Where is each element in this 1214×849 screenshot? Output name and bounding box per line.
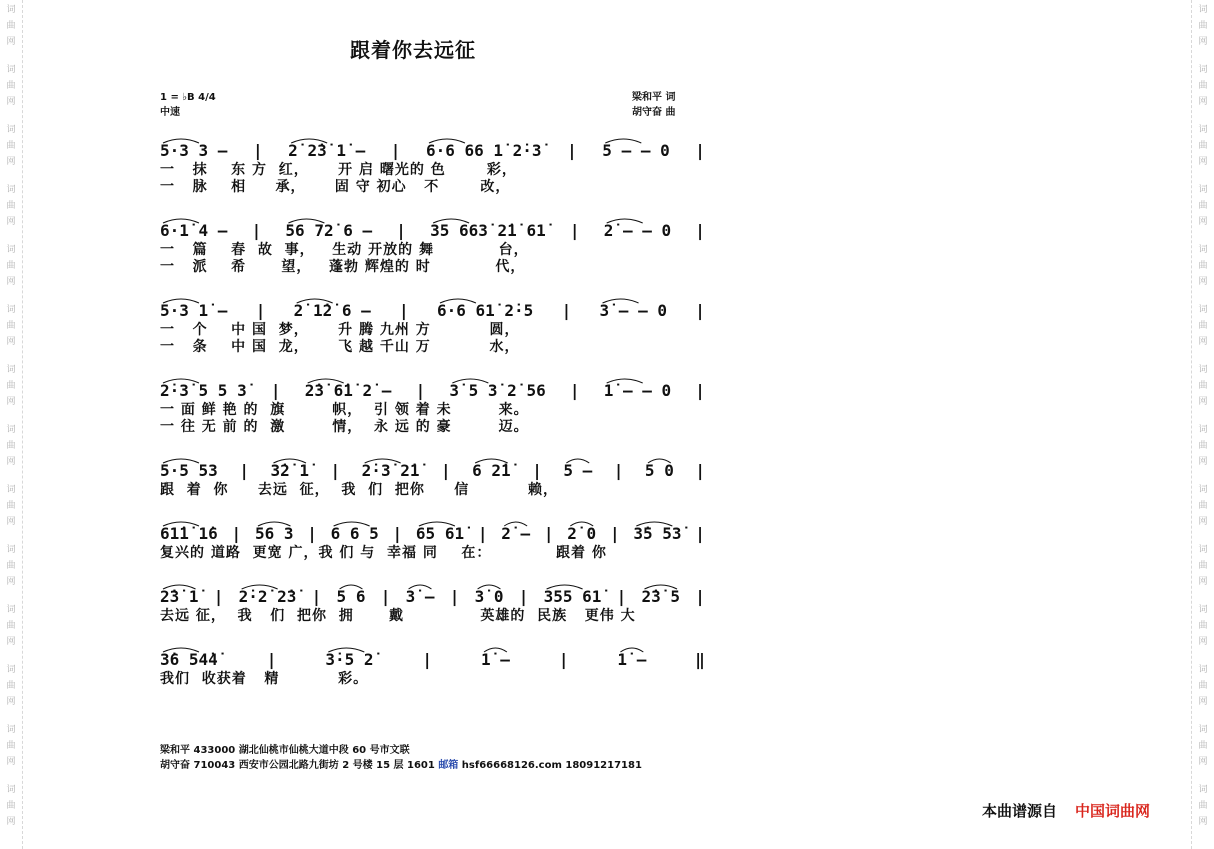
mail-label: 邮箱 [438,760,459,771]
note-group: 2̇ — [501,524,531,543]
watermark-char: 曲 [1198,621,1208,631]
watermark-char: 词 [6,785,16,795]
watermark-char: 词 [6,185,16,195]
watermark-group [1198,0,1207,60]
barline: | [380,587,391,606]
lyric-line: 一 篇 春 故 事， 生动 开放的 舞 台， [160,242,529,258]
watermark-group [1198,780,1207,840]
watermark-group [1198,480,1207,540]
watermark-char: 网 [1198,577,1208,587]
watermark-char: 词 [1198,425,1208,435]
watermark-char: 网 [6,217,16,227]
note-group: 6 6 5 [330,524,379,543]
watermark-char: 曲 [6,681,16,691]
source-credit [982,800,1150,821]
watermark-char: 词 [1198,65,1208,75]
watermark-char: 曲 [1198,681,1208,691]
barline: | [399,301,409,320]
note-group: 5 — — 0 [602,141,670,160]
note-group: 3̇ — [405,587,435,606]
score-body [160,122,705,694]
watermark-char: 网 [6,277,16,287]
note-group: 3̇2̇ 1̇ [270,461,309,480]
note-group: 65 61̇ [415,524,465,543]
lyric-line: 一 抹 东 方 红， 开 启 曙光的 色 彩， [160,162,517,178]
note-group: 3̇6 54̇4̇ [160,650,218,669]
watermark-group [6,660,15,720]
notation-line [160,505,705,545]
key-signature: 1 = ♭B 4/4 [160,92,216,103]
barline: | [695,301,705,320]
watermark-group [6,420,15,480]
watermark-char: 词 [6,665,16,675]
note-group: 6·1̇ 4 — [160,221,228,240]
watermark-char: 曲 [6,741,16,751]
note-group: 2̇3̇ 5 [641,587,681,606]
watermark-char: 曲 [6,441,16,451]
notation-line [160,122,705,162]
watermark-char: 网 [6,397,16,407]
barline: | [231,524,242,543]
song-title: 跟着你去远征 [350,38,476,62]
barline: | [695,587,705,606]
note-group: 3̇·5 2̇ [325,650,374,669]
watermark-group [1198,240,1207,300]
watermark-group [1198,180,1207,240]
note-group: 61̇1̇ 1̇6 [160,524,218,543]
note-group: 35 663̇ 2̇1̇ 61̇ [430,221,546,240]
watermark-group [6,540,15,600]
composer-address [160,758,642,773]
barline: | [609,524,620,543]
barline: | [695,524,705,543]
watermark-char: 词 [1198,785,1208,795]
watermark-char: 词 [1198,485,1208,495]
watermark-group [1198,300,1207,360]
watermark-char: 词 [6,65,16,75]
watermark-char: 网 [6,577,16,587]
note-group: 2̇·3̇ 5 5 3̇ [160,381,247,400]
watermark-char: 网 [6,97,16,107]
barline: | [251,221,262,240]
note-group: 2̇ 1̇2̇ 6 — [293,301,371,320]
note-group: 3̇5 53̇ [633,524,682,543]
watermark-group [6,600,15,660]
key-tempo-block [160,90,216,120]
barline: | [543,524,554,543]
watermark-group [6,180,15,240]
watermark-char: 曲 [6,21,16,31]
notation-line [160,202,705,242]
watermark-char: 曲 [6,801,16,811]
watermark-char: 词 [6,365,16,375]
note-group: 56 3 [254,524,294,543]
watermark-group [1198,360,1207,420]
barline: | [518,587,529,606]
watermark-char: 网 [1198,637,1208,647]
barline: | [311,587,322,606]
watermark-group [6,240,15,300]
barline: | [307,524,317,543]
watermark-char: 词 [1198,185,1208,195]
watermark-char: 网 [1198,757,1208,767]
watermark-char: 网 [6,457,16,467]
watermark-char: 词 [6,245,16,255]
lyricist-address: 梁和平 433000 湖北仙桃市仙桃大道中段 60 号市文联 [160,745,410,756]
watermark-char: 曲 [1198,561,1208,571]
note-group: 2̇ 0 [567,524,597,543]
watermark-group [6,780,15,840]
tempo-marking: 中速 [160,107,180,118]
watermark-group [6,60,15,120]
watermark-char: 曲 [1198,141,1208,151]
barline: | [616,587,627,606]
barline: | [440,461,451,480]
note-group: 6 2̇1̇ [472,461,511,480]
watermark-group [6,0,15,60]
watermark-char: 网 [1198,157,1208,167]
watermark-char: 曲 [1198,741,1208,751]
note-group: 3̇ — — 0 [599,301,667,320]
watermark-group [1198,600,1207,660]
watermark-char: 词 [1198,545,1208,555]
barline: | [449,587,460,606]
note-group: 5·5 53 [160,461,218,480]
watermark-char: 曲 [1198,501,1208,511]
barline: | [532,461,542,480]
watermark-group [1198,720,1207,780]
watermark-char: 曲 [6,501,16,511]
watermark-char: 曲 [1198,801,1208,811]
barline: | [422,650,433,669]
barline: | [569,381,580,400]
right-watermark-column [1193,0,1213,840]
composer-credit: 胡守奋 曲 [632,107,676,118]
watermark-char: 曲 [6,321,16,331]
watermark-group [6,300,15,360]
watermark-char: 词 [6,125,16,135]
watermark-char: 词 [6,605,16,615]
watermark-char: 网 [1198,277,1208,287]
watermark-char: 曲 [1198,441,1208,451]
watermark-char: 词 [6,485,16,495]
barline: | [561,301,572,320]
system-gap [160,688,705,694]
watermark-char: 网 [6,157,16,167]
watermark-char: 网 [6,637,16,647]
lyric-line: 一 面 鲜 艳 的 旗 帜， 引 领 着 未 来。 [160,402,529,418]
lyric-line: 一 脉 相 承， 固 守 初心 不 改， [160,179,511,195]
composer-address-text: 胡守奋 710043 西安市公园北路九街坊 2 号楼 15 层 1601 [160,760,435,771]
watermark-char: 词 [6,305,16,315]
watermark-char: 词 [1198,125,1208,135]
watermark-char: 网 [1198,97,1208,107]
watermark-char: 曲 [6,621,16,631]
watermark-char: 曲 [6,261,16,271]
watermark-char: 网 [1198,697,1208,707]
lyric-line: 一 条 中 国 龙， 飞 越 千山 万 水， [160,339,520,355]
watermark-char: 曲 [1198,381,1208,391]
barline: ‖ [695,650,705,669]
barline: | [695,141,705,160]
note-group: 1̇ — [481,650,510,669]
barline: | [477,524,488,543]
watermark-char: 网 [1198,217,1208,227]
barline: | [613,461,624,480]
watermark-char: 曲 [1198,81,1208,91]
barline: | [390,141,401,160]
lyric-line: 一 往 无 前 的 激 情， 永 远 的 豪 迈。 [160,419,529,435]
barline: | [396,221,406,240]
barline: | [695,461,705,480]
watermark-char: 网 [1198,397,1208,407]
note-group: 2̇3̇ 1̇ [160,587,199,606]
watermark-char: 网 [1198,37,1208,47]
barline: | [266,650,277,669]
barline: | [239,461,249,480]
lyric-line: 跟 着 你 去远 征， 我 们 把你 信 赖， [160,482,558,498]
watermark-group [6,360,15,420]
lyric-line: 复兴的 道路 更宽 广，我 们 与 幸福 同 在： 跟着 你 [160,545,607,561]
mail-and-phone: hsf66668126.com 18091217181 [461,760,642,771]
lyric-line: 去远 征， 我 们 把你 拥 戴 英雄的 民族 更伟 大 [160,608,636,624]
note-group: 5 0 [644,461,674,480]
watermark-char: 词 [6,5,16,15]
watermark-char: 词 [6,545,16,555]
watermark-char: 网 [6,757,16,767]
barline: | [392,524,403,543]
note-group: 2̇·2̇ 2̇3̇ [238,587,297,606]
watermark-char: 词 [1198,5,1208,15]
watermark-char: 曲 [6,201,16,211]
lyricist-credit: 梁和平 词 [632,92,676,103]
barline: | [569,221,580,240]
watermark-char: 网 [1198,457,1208,467]
watermark-char: 词 [1198,245,1208,255]
watermark-char: 曲 [1198,261,1208,271]
barline: | [252,141,263,160]
watermark-char: 词 [1198,305,1208,315]
watermark-char: 曲 [1198,201,1208,211]
notation-line [160,568,705,608]
note-group: 2̇·3̇ 2̇1̇ [361,461,420,480]
watermark-group [1198,120,1207,180]
barline: | [270,381,281,400]
note-group: 2̇ — — 0 [603,221,672,240]
watermark-char: 网 [1198,817,1208,827]
note-group: 6·6 66 1̇ 2̇·3̇ [425,141,542,160]
watermark-group [6,720,15,780]
note-group: 1̇ — — 0 [603,381,672,400]
note-group: 1̇ — [617,650,647,669]
note-group: 5 — [563,461,593,480]
note-group: 5·3 3 — [160,141,228,160]
lyric-line: 我们 收获着 精 彩。 [160,671,369,687]
left-watermark-column [1,0,21,840]
note-group: 5·3 1̇ — [160,301,228,320]
note-group: 5 6 [336,587,366,606]
watermark-char: 曲 [1198,321,1208,331]
barline: | [330,461,341,480]
lyric-line: 一 个 中 国 梦， 升 腾 九州 方 圆， [160,322,520,338]
watermark-group [6,120,15,180]
barline: | [558,650,569,669]
watermark-group [1198,420,1207,480]
note-group: 3̇ 5 3̇ 2̇ 56 [449,381,546,400]
source-prefix: 本曲谱源自 [982,802,1058,820]
note-group: 3̇ 0 [474,587,504,606]
notation-line [160,631,705,671]
watermark-char: 词 [6,725,16,735]
notation-line [160,442,705,482]
watermark-char: 词 [1198,725,1208,735]
barline: | [415,381,426,400]
note-group: 355 61̇ [543,587,602,606]
barline: | [695,381,705,400]
watermark-char: 词 [6,425,16,435]
watermark-group [1198,660,1207,720]
watermark-group [1198,540,1207,600]
notation-line [160,362,705,402]
barline: | [255,301,266,320]
watermark-char: 网 [6,697,16,707]
note-group: 2̇ 2̇3̇ 1̇ — [288,141,366,160]
note-group: 2̇3̇ 6̇1̇ 2̇ — [304,381,392,400]
contact-footer [160,743,642,773]
watermark-char: 词 [1198,665,1208,675]
lyric-line: 一 派 希 望， 蓬勃 辉煌的 时 代， [160,259,526,275]
watermark-char: 网 [6,817,16,827]
notation-line [160,282,705,322]
source-brand-link[interactable]: 中国词曲网 [1075,802,1151,820]
watermark-char: 曲 [6,381,16,391]
watermark-group [1198,60,1207,120]
watermark-char: 网 [6,337,16,347]
watermark-char: 网 [6,517,16,527]
barline: | [213,587,224,606]
note-group: 56 72̇ 6 — [285,221,373,240]
watermark-char: 曲 [6,81,16,91]
watermark-char: 网 [1198,337,1208,347]
watermark-group [6,480,15,540]
watermark-char: 曲 [6,561,16,571]
watermark-char: 网 [1198,517,1208,527]
watermark-char: 网 [6,37,16,47]
watermark-char: 曲 [6,141,16,151]
watermark-char: 词 [1198,365,1208,375]
watermark-char: 曲 [1198,21,1208,31]
credits-block [632,90,675,120]
watermark-char: 词 [1198,605,1208,615]
barline: | [567,141,577,160]
note-group: 6·6 61̇ 2̇·5 [436,301,534,320]
barline: | [695,221,705,240]
